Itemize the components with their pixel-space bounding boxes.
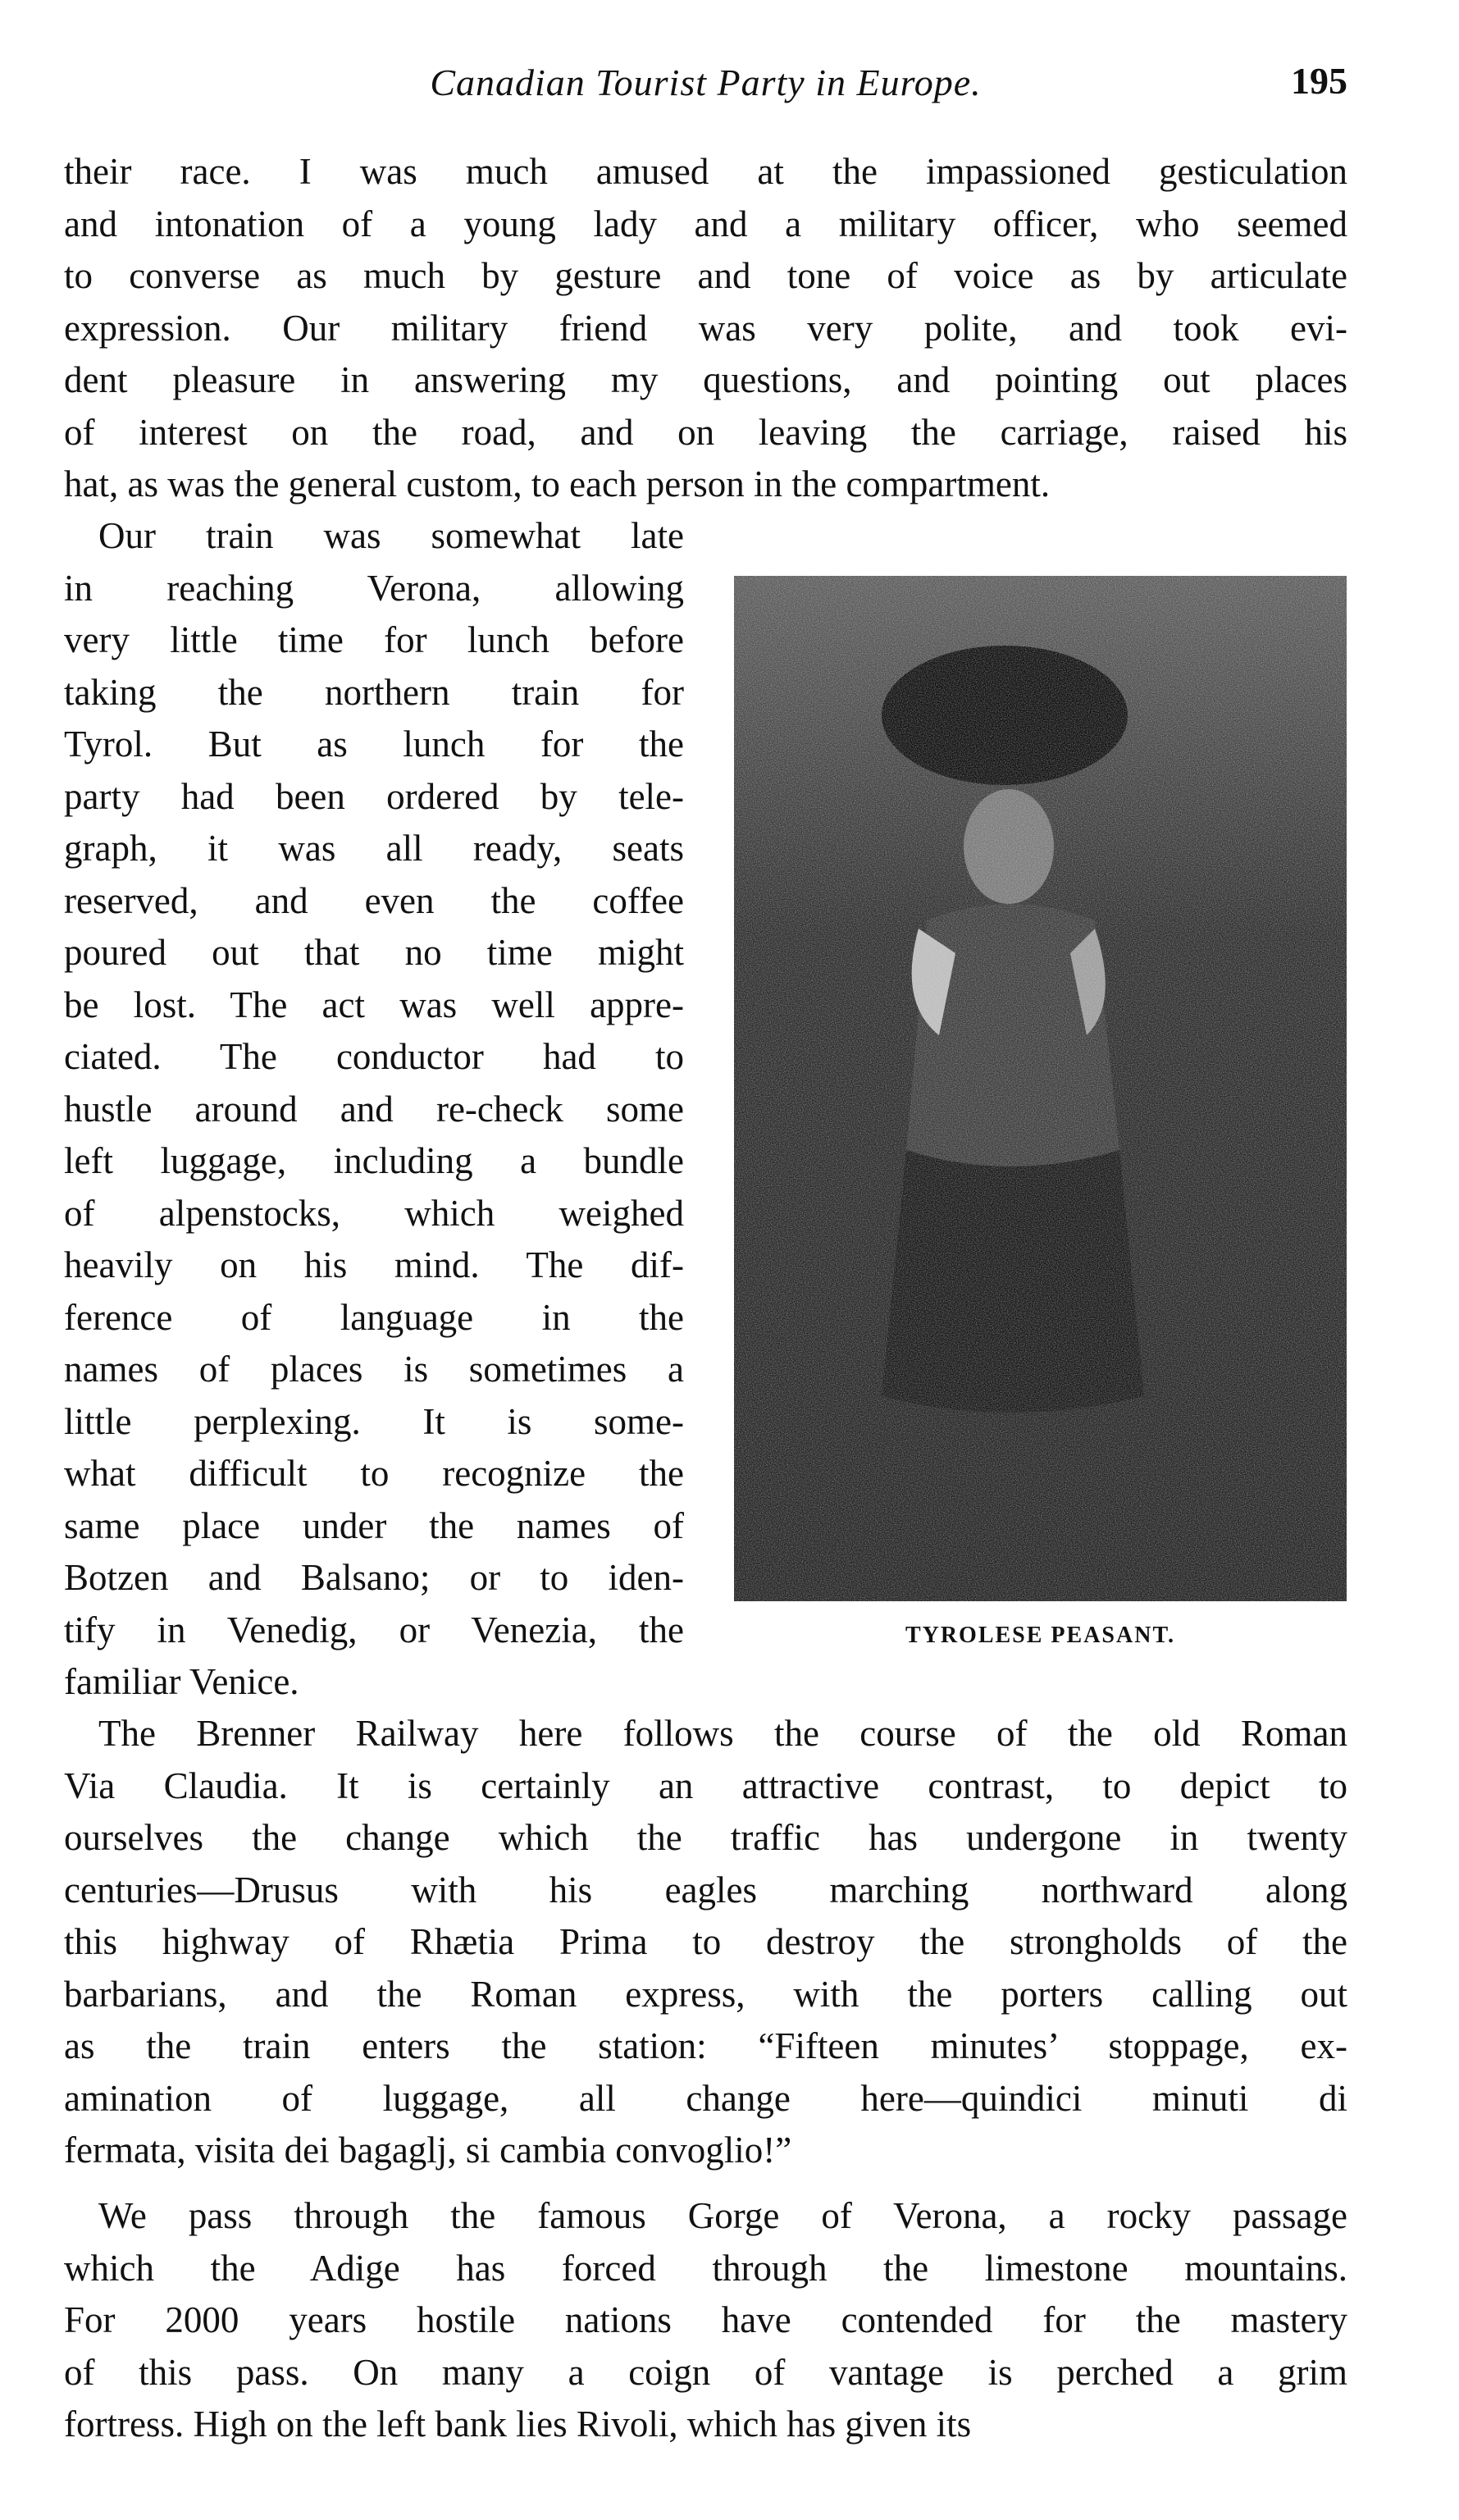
text-line: ourselves the change which the traffic has undergone in twenty: [64, 1817, 1347, 1858]
text-line: to converse as much by gesture and tone of voice as by articulate: [64, 255, 1347, 296]
text-line: be lost. The act was well appre-: [64, 984, 684, 1025]
page-number: 195: [1291, 60, 1347, 102]
text-line: which the Adige has forced through the limestone mountains.: [64, 2247, 1347, 2289]
text-line: little perplexing. It is some-: [64, 1400, 684, 1442]
text-line: in reaching Verona, allowing: [64, 567, 684, 609]
text-line: of alpenstocks, which weighed: [64, 1192, 684, 1234]
paragraph-3: [64, 1708, 1347, 2177]
text-line: what difficult to recognize the: [64, 1453, 684, 1494]
text-line: this highway of Rhætia Prima to destroy the strongholds of the: [64, 1921, 1347, 1962]
text-line: reserved, and even the coffee: [64, 879, 684, 921]
running-title: Canadian Tourist Party in Europe.: [430, 62, 982, 103]
text-line: We pass through the famous Gorge of Verona, a rocky passage: [98, 2195, 1347, 2236]
text-line: same place under the names of: [64, 1504, 684, 1546]
text-line: hat, as was the general custom, to each person in the compartment.: [64, 463, 1051, 504]
text-line: familiar Venice.: [64, 1661, 299, 1702]
text-line: ciated. The conductor had to: [64, 1036, 684, 1077]
text-line: very little time for lunch before: [64, 619, 684, 660]
text-line: and intonation of a young lady and a military officer, who seemed: [64, 203, 1347, 244]
paragraph-1: [64, 146, 1347, 511]
text-line: fortress. High on the left bank lies Rivoli, which has given its: [64, 2404, 972, 2445]
engraving-image: [734, 576, 1347, 1601]
text-line: names of places is sometimes a: [64, 1349, 684, 1390]
text-line: amination of luggage, all change here—quindici minuti di: [64, 2077, 1347, 2119]
text-line: barbarians, and the Roman express, with the porters calling out: [64, 1973, 1347, 2015]
paragraph-2: [64, 510, 684, 1709]
text-line: Via Claudia. It is certainly an attractive contrast, to depict to: [64, 1764, 1347, 1806]
tyrolese-peasant-illustration: [734, 576, 1347, 1601]
text-line: party had been ordered by tele-: [64, 775, 684, 817]
page-header: [64, 59, 1347, 116]
text-line: centuries—Drusus with his eagles marching northward along: [64, 1869, 1347, 1911]
text-line: poured out that no time might: [64, 932, 684, 973]
text-line: as the train enters the station: “Fifteen minutes’ stoppage, ex-: [64, 2025, 1347, 2066]
text-line: dent pleasure in answering my questions, and pointing out places: [64, 359, 1347, 400]
text-line: Tyrol. But as lunch for the: [64, 724, 684, 765]
text-line: taking the northern train for: [64, 671, 684, 713]
text-line: their race. I was much amused at the impassioned gesticulation: [64, 151, 1347, 192]
text-line: heavily on his mind. The dif-: [64, 1244, 684, 1285]
text-line: tify in Venedig, or Venezia, the: [64, 1609, 684, 1650]
figure-caption: TYROLESE PEASANT.: [905, 1623, 1176, 1648]
text-line: of this pass. On many a coign of vantage is perched a grim: [64, 2351, 1347, 2393]
text-line: fermata, visita dei bagaglj, si cambia convoglio!”: [64, 2130, 792, 2171]
text-line: expression. Our military friend was very polite, and took evi-: [64, 307, 1347, 349]
text-line: graph, it was all ready, seats: [64, 828, 684, 869]
text-line: The Brenner Railway here follows the course of the old Roman: [98, 1713, 1347, 1754]
text-line: For 2000 years hostile nations have contended for the mastery: [64, 2299, 1347, 2340]
text-line: ference of language in the: [64, 1296, 684, 1338]
text-line: Our train was somewhat late: [98, 515, 684, 556]
text-line: left luggage, including a bundle: [64, 1140, 684, 1181]
paragraph-4: [64, 2190, 1347, 2451]
text-line: Botzen and Balsano; or to iden-: [64, 1557, 684, 1598]
text-line: of interest on the road, and on leaving the carriage, raised his: [64, 411, 1347, 453]
text-line: hustle around and re-check some: [64, 1088, 684, 1130]
